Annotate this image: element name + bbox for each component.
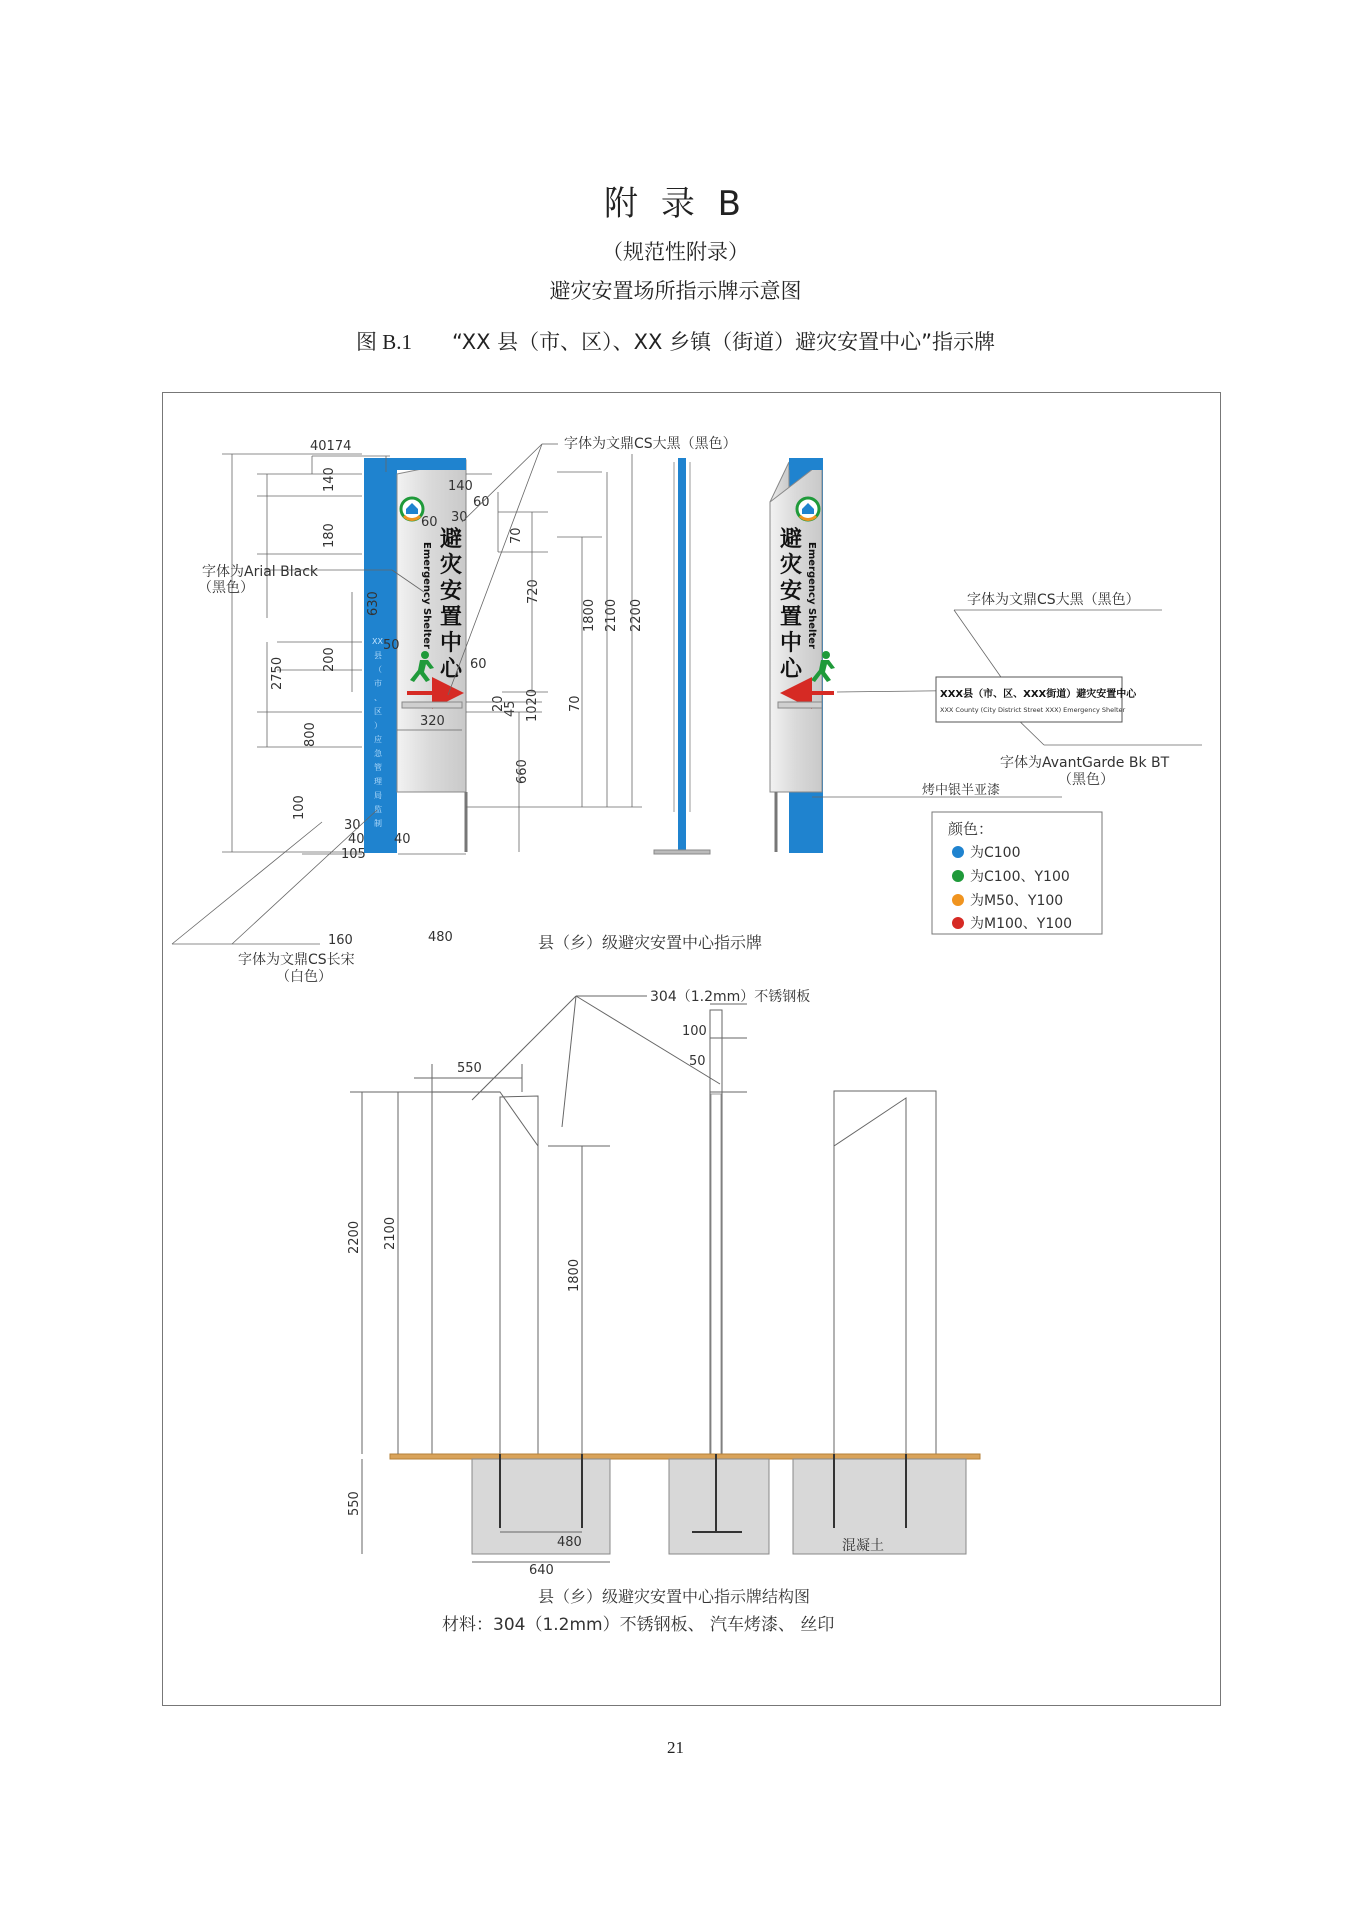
legend-title: 颜色： <box>948 820 994 838</box>
legend-item: 为C100、Y100 <box>970 869 1070 885</box>
note-font-changsong-color: （白色） <box>276 969 332 985</box>
svg-text:局: 局 <box>374 791 382 800</box>
concrete-label: 混凝土 <box>842 1538 884 1554</box>
svg-text:30: 30 <box>344 818 361 833</box>
rear-sign-char: 置 <box>780 605 803 630</box>
structure-view <box>350 996 980 1562</box>
sign-drawing <box>162 392 1221 1706</box>
legend-item: 为M100、Y100 <box>970 916 1073 932</box>
svg-text:640: 640 <box>529 1563 554 1578</box>
note-font-arial-color: （黑色） <box>198 580 254 596</box>
svg-text:管: 管 <box>374 763 382 772</box>
material-label: 304（1.2mm）不锈钢板 <box>650 989 811 1005</box>
svg-text:40: 40 <box>394 832 411 847</box>
svg-text:市: 市 <box>374 679 382 688</box>
svg-text:1800: 1800 <box>582 598 597 632</box>
note-font-changsong: 字体为文鼎CS长宋 <box>238 952 355 968</box>
rear-logo <box>797 498 819 520</box>
sign-char: 置 <box>440 605 463 630</box>
svg-text:160: 160 <box>328 933 353 948</box>
svg-text:2100: 2100 <box>383 1216 398 1250</box>
note-font-avantgarde-color: （黑色） <box>1058 772 1114 788</box>
front-view <box>172 435 737 985</box>
svg-text:480: 480 <box>557 1535 582 1550</box>
svg-text:县: 县 <box>374 651 382 660</box>
sign-char: 心 <box>440 657 463 682</box>
svg-text:制: 制 <box>374 819 382 828</box>
note-font-avantgarde: 字体为AvantGarde Bk BT <box>1000 755 1170 771</box>
svg-text:监: 监 <box>374 805 382 814</box>
svg-text:2100: 2100 <box>604 598 619 632</box>
svg-text:140: 140 <box>448 479 473 494</box>
appendix-title: 附 录 B <box>604 184 747 224</box>
svg-text:（: （ <box>374 665 382 674</box>
svg-text:50: 50 <box>383 638 400 653</box>
structure-caption: 县（乡）级避灾安置中心指示牌结构图 <box>538 1587 811 1606</box>
svg-text:急: 急 <box>374 749 382 758</box>
svg-text:60: 60 <box>470 657 487 672</box>
svg-text:1800: 1800 <box>567 1258 582 1292</box>
svg-text:100: 100 <box>682 1024 707 1039</box>
figure-caption <box>0 326 1351 356</box>
rear-sign-char: 心 <box>780 657 803 682</box>
rear-sign-char: 避 <box>780 527 803 552</box>
sign-char: 中 <box>440 631 463 656</box>
svg-text:2750: 2750 <box>270 656 285 690</box>
svg-text:应: 应 <box>374 735 382 744</box>
svg-text:720: 720 <box>526 579 541 604</box>
sign-char: 安 <box>440 579 463 604</box>
svg-text:140: 140 <box>322 467 337 492</box>
svg-text:180: 180 <box>322 523 337 548</box>
legend-item: 为M50、Y100 <box>970 893 1064 909</box>
legend-item: 为C100 <box>970 845 1021 861</box>
svg-text:320: 320 <box>420 714 445 729</box>
appendix-type: （规范性附录） <box>602 240 749 264</box>
materials-note: 材料：304（1.2mm）不锈钢板、 汽车烤漆、 丝印 <box>442 1615 835 1635</box>
color-legend <box>932 812 1102 934</box>
svg-text:660: 660 <box>515 759 530 784</box>
svg-text:480: 480 <box>428 930 453 945</box>
svg-text:550: 550 <box>457 1061 482 1076</box>
svg-text:、: 、 <box>374 693 382 702</box>
note-paint: 烤中银半亚漆 <box>922 783 1001 798</box>
svg-text:550: 550 <box>347 1491 362 1516</box>
front-sign-en: Emergency Shelter <box>421 542 432 649</box>
note-font-arial: 字体为Arial Black <box>202 564 319 580</box>
appendix-heading: 避灾安置场所指示牌示意图 <box>549 279 802 303</box>
side-post <box>678 458 686 850</box>
svg-text:XX: XX <box>372 637 383 646</box>
svg-text:70: 70 <box>509 527 524 544</box>
name-plate-cn: XXX县（市、区、XXX街道）避灾安置中心 <box>940 689 1137 700</box>
svg-text:40174: 40174 <box>310 439 352 454</box>
svg-text:1020: 1020 <box>525 688 540 722</box>
svg-text:630: 630 <box>366 591 381 616</box>
svg-text:理: 理 <box>374 777 382 786</box>
side-base-plate <box>654 850 710 854</box>
svg-text:区: 区 <box>374 707 382 716</box>
front-sign-text <box>440 527 463 682</box>
svg-text:2200: 2200 <box>347 1220 362 1254</box>
svg-text:200: 200 <box>322 647 337 672</box>
front-view-caption: 县（乡）级避灾安置中心指示牌 <box>538 933 763 952</box>
svg-text:2200: 2200 <box>629 598 644 632</box>
svg-text:70: 70 <box>568 695 583 712</box>
sign-char: 灾 <box>440 553 463 578</box>
svg-text:60: 60 <box>421 515 438 530</box>
rear-sign-char: 中 <box>780 631 803 656</box>
rear-sign-en: Emergency Shelter <box>806 542 817 649</box>
svg-text:45: 45 <box>503 700 518 717</box>
figure-number: 图 B.1 <box>356 330 413 354</box>
sign-char: 避 <box>440 527 463 552</box>
svg-text:60: 60 <box>473 495 490 510</box>
svg-text:30: 30 <box>451 510 468 525</box>
svg-text:100: 100 <box>292 795 307 820</box>
name-plate-en: XXX County (City District Street XXX) Emergency Shelter <box>940 706 1126 714</box>
svg-text:105: 105 <box>341 847 366 862</box>
svg-text:50: 50 <box>689 1054 706 1069</box>
side-view <box>654 458 710 854</box>
svg-text:800: 800 <box>303 722 318 747</box>
rear-sign-char: 安 <box>780 579 803 604</box>
svg-text:20: 20 <box>491 695 506 712</box>
note-font-dingding: 字体为文鼎CS大黑（黑色） <box>967 592 1140 608</box>
svg-text:）: ） <box>374 721 382 730</box>
note-font-dingding-top: 字体为文鼎CS大黑（黑色） <box>564 436 737 452</box>
rear-view <box>770 458 1202 934</box>
rear-sign-char: 灾 <box>780 553 803 578</box>
shelter-logo <box>401 498 423 520</box>
figure-title: “XX 县（市、区）、XX 乡镇（街道）避灾安置中心”指示牌 <box>452 330 995 354</box>
svg-text:40: 40 <box>348 832 365 847</box>
page-number: 21 <box>667 1738 684 1757</box>
